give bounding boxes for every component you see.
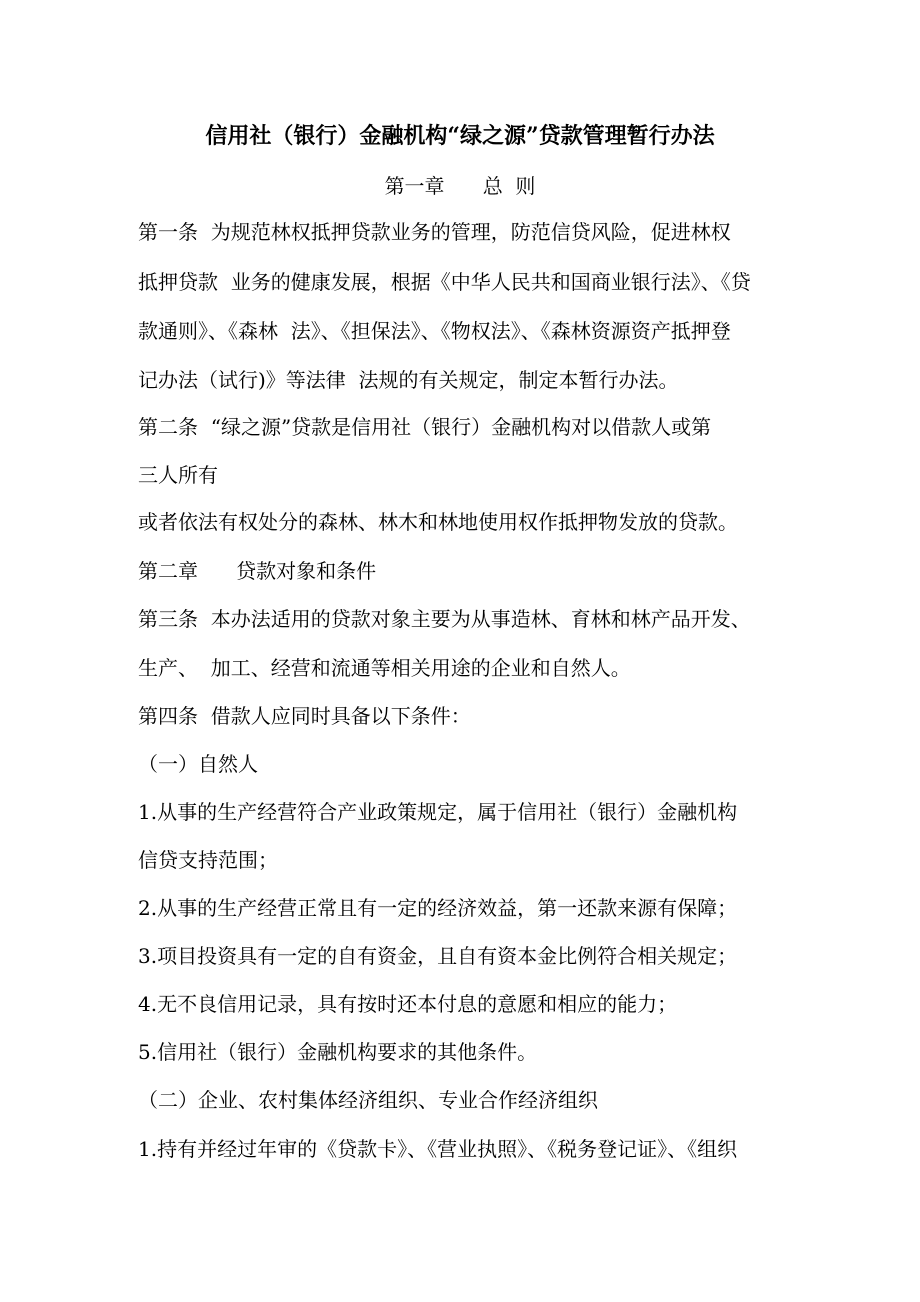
list-item: 1.持有并经过年审的《贷款卡》、《营业执照》、《税务登记证》、《组织 [138,1137,738,1161]
paragraph-line: 第三条 本办法适用的贷款对象主要为从事造林、育林和林产品开发、 [138,607,751,631]
paragraph-line: 第一条 为规范林权抵押贷款业务的管理，防范信贷风险，促进林权 [138,220,731,244]
paragraph-line: 款通则》、《森林 法》、《担保法》、《物权法》、《森林资源资产抵押登 [138,319,731,343]
paragraph-line: 抵押贷款 业务的健康发展，根据《中华人民共和国商业银行法》、《贷 [138,270,751,294]
paragraph-line: 第二条 “绿之源”贷款是信用社（银行）金融机构对以借款人或第 [138,415,712,439]
paragraph-line: 或者依法有权处分的森林、林木和林地使用权作抵押物发放的贷款。 [138,510,738,534]
chapter-2-heading: 第二章 贷款对象和条件 [138,559,377,583]
paragraph-line: 记办法（试行)》等法律 法规的有关规定，制定本暂行办法。 [138,368,679,392]
paragraph-line: 三人所有 [138,463,218,487]
list-item: 4.无不良信用记录，具有按时还本付息的意愿和相应的能力； [138,992,678,1016]
chapter-1-heading: 第一章 总 则 [384,174,536,198]
paragraph-line: 生产、 加工、经营和流通等相关用途的企业和自然人。 [138,656,631,680]
section-heading: （一）自然人 [138,752,258,776]
document-title: 信用社（银行）金融机构“绿之源”贷款管理暂行办法 [205,123,715,149]
list-item: 2.从事的生产经营正常且有一定的经济效益，第一还款来源有保障； [138,896,738,920]
paragraph-line: 第四条 借款人应同时具备以下条件： [138,704,471,728]
section-heading: （二）企业、农村集体经济组织、专业合作经济组织 [138,1088,598,1112]
list-item: 3.项目投资具有一定的自有资金，且自有资本金比例符合相关规定； [138,944,738,968]
list-item: 5.信用社（银行）金融机构要求的其他条件。 [138,1040,538,1064]
list-item-continuation: 信贷支持范围； [138,848,278,872]
list-item: 1.从事的生产经营符合产业政策规定，属于信用社（银行）金融机构 [138,800,738,824]
